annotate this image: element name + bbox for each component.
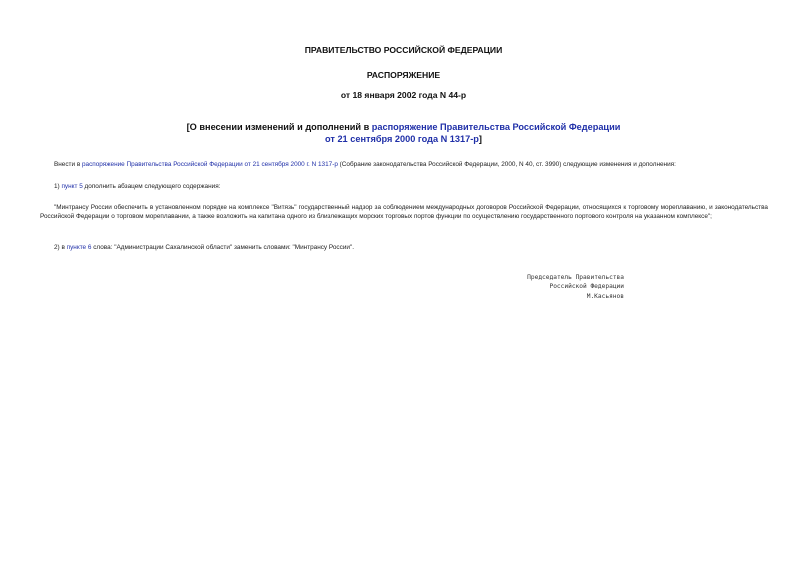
p1-text-after: (Собрание законодательства Российской Федерации, 2000, N 40, ст. 3990) следующие изменения и дополнения: — [337, 161, 676, 168]
p4-text-after: слова: "Администрации Сахалинской области" заменить словами: "Минтрансу России". — [91, 244, 355, 251]
paragraph-intro — [40, 160, 768, 169]
paragraph-item-2 — [40, 243, 768, 252]
p2-clause-link[interactable]: пункт 5 — [61, 183, 83, 190]
document-title — [0, 121, 807, 145]
title-suffix: ] — [478, 134, 482, 144]
paragraph-added-text: "Минтрансу России обеспечить в установленном порядке на комплексе "Витязь" государственный надзор за соблюдением международных договоров Российской Федерации, относящихся к торговому мореплаванию, и законодательства Российской Федерации о торговом мореплавании, а также возложить на капитана одного из близлежащих морских торговых портов функции по осуществлению государственного портового контроля на указанном комплексе"; — [40, 204, 768, 221]
title-prefix: [О внесении изменений и дополнений в — [186, 122, 372, 132]
title-link-line2[interactable]: от 21 сентября 2000 года N 1317-р — [325, 134, 479, 144]
p2-text-before: 1) — [54, 183, 62, 190]
signature-block — [470, 273, 624, 301]
p4-clause-link[interactable]: пункте 6 — [66, 244, 92, 251]
document-date-number: от 18 января 2002 года N 44-р — [340, 90, 467, 100]
p2-text-after: дополнить абзацем следующего содержания: — [82, 183, 221, 190]
p1-text-before: Внести в — [54, 161, 82, 168]
title-link-line1[interactable]: распоряжение Правительства Российской Федерации — [371, 122, 621, 132]
paragraph-item-1 — [40, 182, 768, 191]
p1-decree-link[interactable]: распоряжение Правительства Российской Федерации от 21 сентября 2000 г. N 1317-р — [81, 161, 338, 168]
government-heading: ПРАВИТЕЛЬСТВО РОССИЙСКОЙ ФЕДЕРАЦИИ — [304, 45, 503, 55]
signature-line-country: Российской Федерации — [549, 283, 624, 291]
signature-line-name: М.Касьянов — [586, 292, 624, 300]
p4-text-before: 2) в — [54, 244, 67, 251]
document-type-heading: РАСПОРЯЖЕНИЕ — [366, 70, 441, 80]
signature-line-title: Председатель Правительства — [527, 274, 624, 281]
